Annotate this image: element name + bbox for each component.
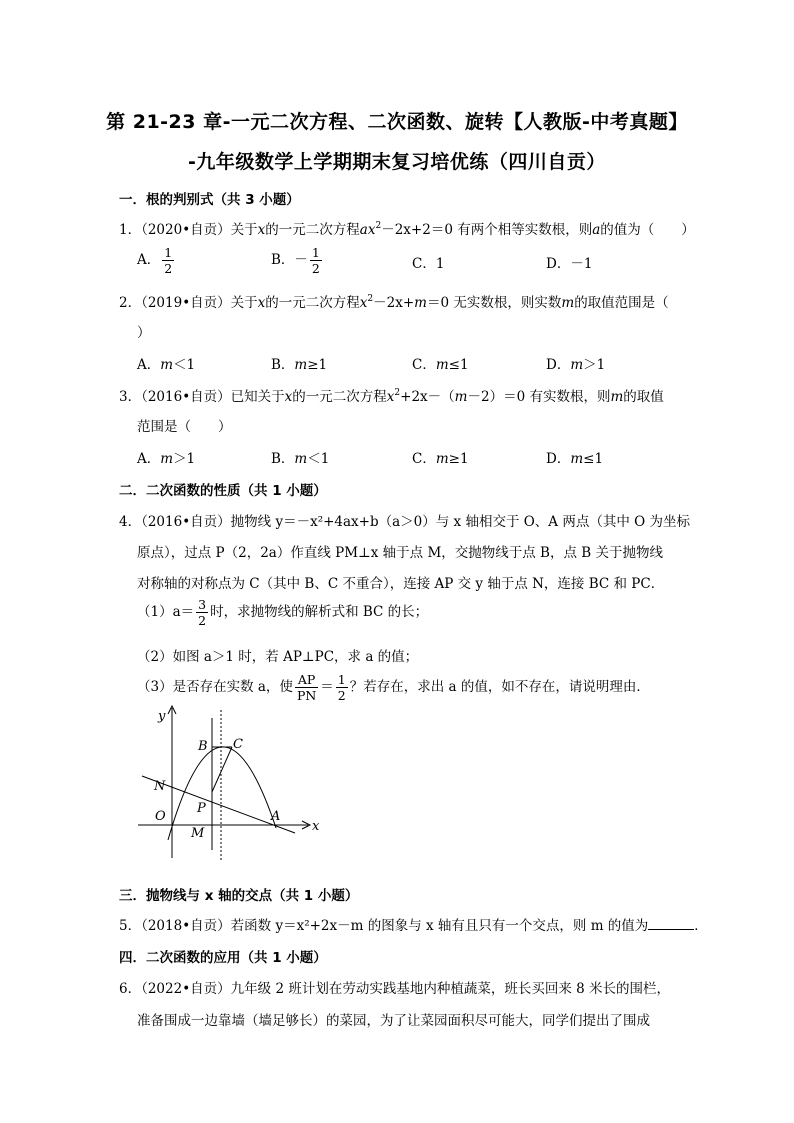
- question-6-stem-line-1: 6．（2022•自贡）九年级 2 班计划在劳动实践基地内种植蔬菜，班长买回来 8 米长的围栏，: [119, 981, 671, 997]
- question-3-stem: 3．（2016•自贡）已知关于x的一元二次方程$x^2+2x-(m-2)=0$ 有实数根，则m的取值: [119, 388, 664, 405]
- question-4-part-1: （1）a＝ $\frac{3}{2}$ 时，求抛物线的解析式和 BC 的长；: [137, 597, 429, 628]
- parabola-curve: [168, 747, 276, 840]
- question-4-stem-line-1: 4．（2016•自贡）抛物线 y＝－x²+4ax+b（a＞0）与 x 轴相交于 O、A 两点（其中 O 为坐标: [119, 514, 691, 530]
- label-a: A: [271, 809, 281, 824]
- question-4-part-3: （3）是否存在实数 a，使 $\frac{AP}{PN}$ ＝ $\frac{1}{2}$ ？若存在，求出 a 的值，如不存在，请说明理由．: [137, 672, 650, 703]
- label-x: x: [312, 819, 320, 834]
- question-1-option-c: C．1: [412, 256, 445, 272]
- question-1-option-b: B．－ $\frac{1}{2}$: [271, 245, 320, 276]
- question-6-stem-line-2: 准备围成一边靠墙（墙足够长）的菜园，为了让菜园面积尽可能大，同学们提出了围成: [137, 1013, 650, 1029]
- label-y: y: [158, 709, 166, 724]
- question-5-stem: 5．（2018•自贡）若函数 y＝x²+2x－m 的图象与 x 轴有且只有一个交点，则 m 的值为 ．: [119, 914, 708, 934]
- label-b: B: [198, 739, 208, 754]
- section-heading-1: 一．根的判别式（共 3 小题）: [119, 192, 300, 208]
- label-m: M: [191, 826, 205, 841]
- question-4-stem-line-2: 原点），过点 P（2，2a）作直线 PM⊥x 轴于点 M，交抛物线于点 B，点 B 关于抛物线: [137, 545, 663, 561]
- parabola-figure: [130, 700, 330, 865]
- question-2-stem: 2．（2019•自贡）关于x的一元二次方程$x^2-2x+m=0$ 无实数根，则实数m的取值范围是（: [119, 294, 669, 311]
- question-4-stem-line-3: 对称轴的对称点为 C（其中 B、C 不重合），连接 AP 交 y 轴于点 N，连接 BC 和 PC．: [137, 576, 665, 592]
- question-3-option-c: C．m≥1: [412, 451, 469, 467]
- question-2-option-b: B．m≥1: [271, 357, 328, 373]
- label-o: O: [155, 809, 166, 824]
- document-title-line-1: 第 21-23 章-一元二次方程、二次函数、旋转【人教版-中考真题】: [106, 111, 688, 133]
- question-2-stem-line-2: ）: [137, 325, 151, 341]
- question-2-option-d: D．m＞1: [546, 357, 606, 373]
- segment-pc: [212, 747, 232, 792]
- question-1-option-a: A． $\frac{1}{2}$: [137, 245, 173, 276]
- section-heading-3: 三．抛物线与 x 轴的交点（共 1 小题）: [119, 888, 359, 904]
- question-3-option-d: D．m≤1: [546, 451, 604, 467]
- label-c: C: [233, 737, 243, 752]
- question-1-option-d: D．－1: [546, 256, 593, 272]
- question-1-stem: 1．（2020•自贡）关于x的一元二次方程$ax^2-2x+2=0$ 有两个相等实数根，则a的值为（ ）: [119, 221, 695, 238]
- document-title-line-2: -九年级数学上学期期末复习培优练（四川自贡）: [188, 151, 606, 173]
- section-heading-4: 四．二次函数的应用（共 1 小题）: [119, 950, 327, 966]
- label-p: P: [197, 801, 206, 816]
- question-3-option-b: B．m＜1: [271, 451, 330, 467]
- section-heading-2: 二．二次函数的性质（共 1 小题）: [119, 483, 327, 499]
- question-3-option-a: A．m＞1: [137, 451, 196, 467]
- question-4-part-2: （2）如图 a＞1 时，若 AP⊥PC，求 a 的值；: [137, 649, 419, 665]
- question-3-stem-line-2: 范围是（ ）: [137, 419, 232, 435]
- label-n: N: [154, 779, 166, 794]
- answer-blank: [648, 915, 694, 930]
- question-2-option-a: A．m＜1: [137, 357, 196, 373]
- question-2-option-c: C．m≤1: [412, 357, 469, 373]
